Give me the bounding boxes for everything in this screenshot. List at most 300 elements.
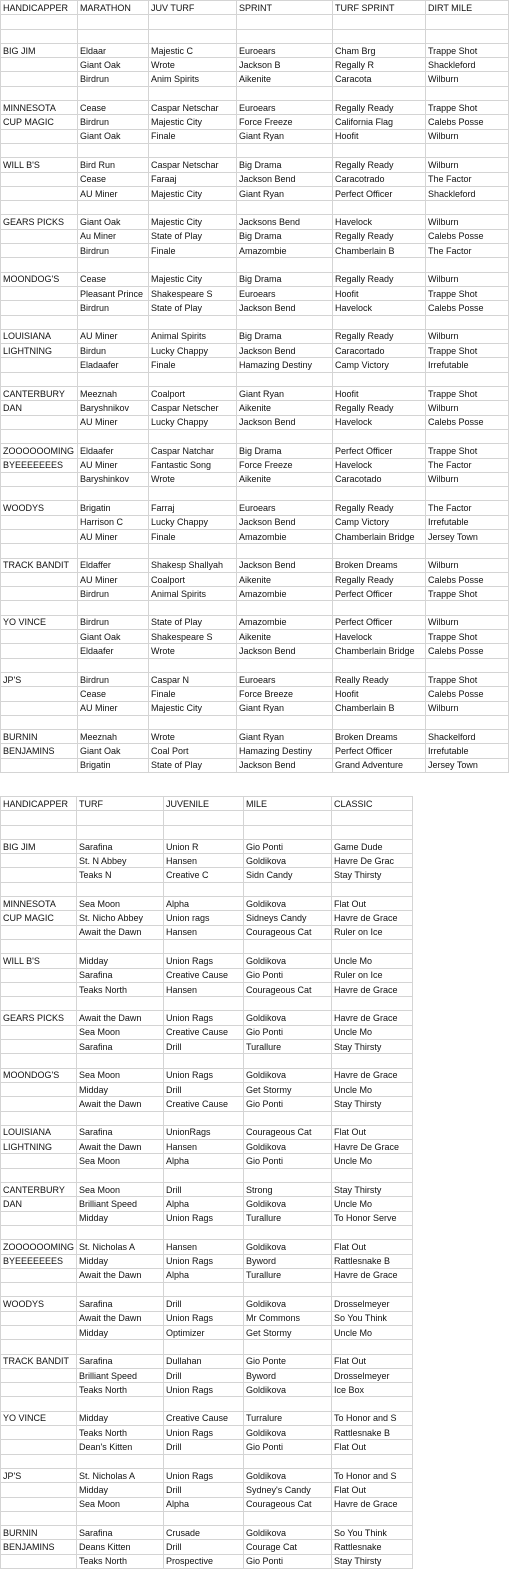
handicapper-cell[interactable] bbox=[1, 630, 78, 644]
pick-cell[interactable]: Grand Adventure bbox=[333, 758, 426, 772]
handicapper-cell[interactable] bbox=[1, 758, 78, 772]
pick-cell[interactable] bbox=[237, 15, 333, 29]
pick-cell[interactable]: Caspar Netscher bbox=[149, 401, 237, 415]
pick-cell[interactable] bbox=[426, 86, 509, 100]
pick-cell[interactable] bbox=[332, 811, 413, 825]
pick-cell[interactable]: Union R bbox=[164, 839, 244, 853]
pick-cell[interactable]: Flat Out bbox=[332, 1240, 413, 1254]
pick-cell[interactable]: Havre de Grace bbox=[332, 1011, 413, 1025]
pick-cell[interactable] bbox=[332, 1111, 413, 1125]
pick-cell[interactable] bbox=[333, 601, 426, 615]
pick-cell[interactable]: Courageous Cat bbox=[244, 1125, 332, 1139]
pick-cell[interactable] bbox=[77, 811, 164, 825]
handicapper-cell[interactable] bbox=[1, 587, 78, 601]
pick-cell[interactable]: Birdrun bbox=[78, 72, 149, 86]
pick-cell[interactable]: Aikenite bbox=[237, 401, 333, 415]
pick-cell[interactable]: Game Dude bbox=[332, 839, 413, 853]
pick-cell[interactable]: The Factor bbox=[426, 458, 509, 472]
handicapper-cell[interactable] bbox=[1, 1054, 77, 1068]
pick-cell[interactable]: Cease bbox=[78, 172, 149, 186]
pick-cell[interactable] bbox=[244, 1283, 332, 1297]
pick-cell[interactable]: Force Freeze bbox=[237, 115, 333, 129]
pick-cell[interactable]: Midday bbox=[77, 1411, 164, 1425]
pick-cell[interactable] bbox=[164, 825, 244, 839]
pick-cell[interactable] bbox=[426, 315, 509, 329]
pick-cell[interactable]: Bird Run bbox=[78, 158, 149, 172]
pick-cell[interactable]: Perfect Officer bbox=[333, 444, 426, 458]
handicapper-cell[interactable]: BYEEEEEEES bbox=[1, 1254, 77, 1268]
pick-cell[interactable]: Shakesp Shallyah bbox=[149, 558, 237, 572]
pick-cell[interactable]: Majestic C bbox=[149, 43, 237, 57]
pick-cell[interactable]: Amazombie bbox=[237, 529, 333, 543]
pick-cell[interactable]: Havre De Grac bbox=[332, 854, 413, 868]
pick-cell[interactable]: Goldikova bbox=[244, 1197, 332, 1211]
handicapper-cell[interactable]: YO VINCE bbox=[1, 1411, 77, 1425]
handicapper-cell[interactable] bbox=[1, 1082, 77, 1096]
column-header[interactable]: TURF SPRINT bbox=[333, 1, 426, 15]
pick-cell[interactable]: Wilburn bbox=[426, 401, 509, 415]
pick-cell[interactable] bbox=[237, 487, 333, 501]
pick-cell[interactable]: Goldikova bbox=[244, 1426, 332, 1440]
pick-cell[interactable] bbox=[244, 1454, 332, 1468]
pick-cell[interactable]: Sea Moon bbox=[77, 1068, 164, 1082]
pick-cell[interactable]: Stay Thirsty bbox=[332, 868, 413, 882]
pick-cell[interactable]: Drill bbox=[164, 1040, 244, 1054]
pick-cell[interactable]: Await the Dawn bbox=[77, 1140, 164, 1154]
pick-cell[interactable]: Uncle Mo bbox=[332, 1154, 413, 1168]
handicapper-cell[interactable] bbox=[1, 1283, 77, 1297]
pick-cell[interactable]: Hansen bbox=[164, 854, 244, 868]
handicapper-cell[interactable] bbox=[1, 811, 77, 825]
pick-cell[interactable] bbox=[164, 1283, 244, 1297]
pick-cell[interactable] bbox=[164, 1454, 244, 1468]
pick-cell[interactable]: Trappe Shot bbox=[426, 101, 509, 115]
pick-cell[interactable]: Union Rags bbox=[164, 1311, 244, 1325]
pick-cell[interactable]: Cham Brg bbox=[333, 43, 426, 57]
pick-cell[interactable]: Flat Out bbox=[332, 1483, 413, 1497]
pick-cell[interactable]: Byword bbox=[244, 1254, 332, 1268]
handicapper-cell[interactable] bbox=[1, 515, 78, 529]
pick-cell[interactable]: Sarafina bbox=[77, 1297, 164, 1311]
pick-cell[interactable]: Eldaar bbox=[78, 43, 149, 57]
handicapper-cell[interactable] bbox=[1, 315, 78, 329]
pick-cell[interactable] bbox=[333, 315, 426, 329]
pick-cell[interactable]: AU Miner bbox=[78, 186, 149, 200]
pick-cell[interactable]: Havelock bbox=[333, 415, 426, 429]
pick-cell[interactable]: State of Play bbox=[149, 301, 237, 315]
pick-cell[interactable]: Trappe Shot bbox=[426, 387, 509, 401]
pick-cell[interactable]: Chamberlain Bridge bbox=[333, 529, 426, 543]
pick-cell[interactable]: Uncle Mo bbox=[332, 1082, 413, 1096]
pick-cell[interactable]: Drill bbox=[164, 1540, 244, 1554]
handicapper-cell[interactable] bbox=[1, 1554, 77, 1568]
pick-cell[interactable]: Creative Cause bbox=[164, 1411, 244, 1425]
pick-cell[interactable]: Caspar Netschar bbox=[149, 101, 237, 115]
pick-cell[interactable]: Wilburn bbox=[426, 272, 509, 286]
pick-cell[interactable]: State of Play bbox=[149, 229, 237, 243]
handicapper-cell[interactable] bbox=[1, 429, 78, 443]
handicapper-cell[interactable]: DAN bbox=[1, 401, 78, 415]
handicapper-cell[interactable]: BURNIN bbox=[1, 730, 78, 744]
pick-cell[interactable] bbox=[244, 811, 332, 825]
pick-cell[interactable]: Eldaafer bbox=[78, 444, 149, 458]
column-header[interactable]: HANDICAPPER bbox=[1, 1, 78, 15]
pick-cell[interactable]: Brigatin bbox=[78, 501, 149, 515]
pick-cell[interactable] bbox=[78, 372, 149, 386]
pick-cell[interactable]: Flat Out bbox=[332, 1354, 413, 1368]
pick-cell[interactable]: Calebs Posse bbox=[426, 572, 509, 586]
handicapper-cell[interactable] bbox=[1, 644, 78, 658]
pick-cell[interactable]: Teaks North bbox=[77, 982, 164, 996]
pick-cell[interactable] bbox=[78, 29, 149, 43]
pick-cell[interactable]: Midday bbox=[77, 954, 164, 968]
pick-cell[interactable]: Turallure bbox=[244, 1211, 332, 1225]
pick-cell[interactable]: Calebs Posse bbox=[426, 415, 509, 429]
pick-cell[interactable] bbox=[164, 1054, 244, 1068]
pick-cell[interactable] bbox=[149, 201, 237, 215]
pick-cell[interactable]: Midday bbox=[77, 1325, 164, 1339]
pick-cell[interactable]: Creative Cause bbox=[164, 1097, 244, 1111]
pick-cell[interactable] bbox=[426, 372, 509, 386]
pick-cell[interactable]: Courageous Cat bbox=[244, 982, 332, 996]
pick-cell[interactable] bbox=[237, 372, 333, 386]
handicapper-cell[interactable] bbox=[1, 358, 78, 372]
pick-cell[interactable] bbox=[244, 1054, 332, 1068]
pick-cell[interactable]: Eldaafer bbox=[78, 644, 149, 658]
pick-cell[interactable]: Meeznah bbox=[78, 387, 149, 401]
pick-cell[interactable]: Trappe Shot bbox=[426, 587, 509, 601]
pick-cell[interactable] bbox=[426, 29, 509, 43]
pick-cell[interactable]: Hansen bbox=[164, 1140, 244, 1154]
pick-cell[interactable]: Cease bbox=[78, 272, 149, 286]
pick-cell[interactable]: Drill bbox=[164, 1297, 244, 1311]
pick-cell[interactable]: Midday bbox=[77, 1211, 164, 1225]
pick-cell[interactable] bbox=[332, 997, 413, 1011]
pick-cell[interactable]: Perfect Officer bbox=[333, 744, 426, 758]
handicapper-cell[interactable]: JP'S bbox=[1, 1468, 77, 1482]
handicapper-cell[interactable] bbox=[1, 244, 78, 258]
pick-cell[interactable]: Goldikova bbox=[244, 897, 332, 911]
pick-cell[interactable]: Gio Ponti bbox=[244, 839, 332, 853]
pick-cell[interactable]: Giant Ryan bbox=[237, 186, 333, 200]
handicapper-cell[interactable] bbox=[1, 1225, 77, 1239]
pick-cell[interactable] bbox=[164, 1168, 244, 1182]
pick-cell[interactable]: Birdrun bbox=[78, 244, 149, 258]
pick-cell[interactable]: Jackson B bbox=[237, 58, 333, 72]
handicapper-cell[interactable] bbox=[1, 701, 78, 715]
handicapper-cell[interactable] bbox=[1, 658, 78, 672]
pick-cell[interactable]: Finale bbox=[149, 687, 237, 701]
handicapper-cell[interactable] bbox=[1, 572, 78, 586]
pick-cell[interactable]: Eladaafer bbox=[78, 358, 149, 372]
pick-cell[interactable] bbox=[244, 1397, 332, 1411]
pick-cell[interactable] bbox=[332, 1397, 413, 1411]
pick-cell[interactable]: Await the Dawn bbox=[77, 925, 164, 939]
handicapper-cell[interactable]: LIGHTNING bbox=[1, 344, 78, 358]
pick-cell[interactable]: Caracota bbox=[333, 72, 426, 86]
pick-cell[interactable]: AU Miner bbox=[78, 529, 149, 543]
pick-cell[interactable]: St. Nicholas A bbox=[77, 1240, 164, 1254]
handicapper-cell[interactable]: WOODYS bbox=[1, 501, 78, 515]
pick-cell[interactable]: Cease bbox=[78, 687, 149, 701]
handicapper-cell[interactable]: LOUISIANA bbox=[1, 1125, 77, 1139]
pick-cell[interactable] bbox=[333, 29, 426, 43]
pick-cell[interactable]: Camp Victory bbox=[333, 358, 426, 372]
pick-cell[interactable]: Havre de Grace bbox=[332, 1497, 413, 1511]
pick-cell[interactable]: Sarafina bbox=[77, 968, 164, 982]
pick-cell[interactable]: Stay Thirsty bbox=[332, 1183, 413, 1197]
pick-cell[interactable]: Havre de Grace bbox=[332, 1268, 413, 1282]
pick-cell[interactable]: Union Rags bbox=[164, 1468, 244, 1482]
pick-cell[interactable]: California Flag bbox=[333, 115, 426, 129]
pick-cell[interactable] bbox=[333, 429, 426, 443]
pick-cell[interactable] bbox=[426, 258, 509, 272]
pick-cell[interactable] bbox=[78, 487, 149, 501]
pick-cell[interactable]: Sidneys Candy bbox=[244, 911, 332, 925]
pick-cell[interactable] bbox=[333, 86, 426, 100]
pick-cell[interactable]: Giant Ryan bbox=[237, 730, 333, 744]
handicapper-cell[interactable] bbox=[1, 601, 78, 615]
pick-cell[interactable] bbox=[78, 86, 149, 100]
handicapper-cell[interactable] bbox=[1, 1111, 77, 1125]
handicapper-cell[interactable]: GEARS PICKS bbox=[1, 215, 78, 229]
pick-cell[interactable]: AU Miner bbox=[78, 701, 149, 715]
pick-cell[interactable]: Birdrun bbox=[78, 615, 149, 629]
pick-cell[interactable]: Giant Ryan bbox=[237, 701, 333, 715]
pick-cell[interactable] bbox=[237, 86, 333, 100]
pick-cell[interactable]: Midday bbox=[77, 1483, 164, 1497]
pick-cell[interactable]: Birdrun bbox=[78, 672, 149, 686]
pick-cell[interactable]: Regally Ready bbox=[333, 572, 426, 586]
pick-cell[interactable]: Caracotrado bbox=[333, 172, 426, 186]
pick-cell[interactable] bbox=[237, 544, 333, 558]
handicapper-cell[interactable] bbox=[1, 529, 78, 543]
pick-cell[interactable]: Gio Ponti bbox=[244, 1440, 332, 1454]
pick-cell[interactable]: Sydney's Candy bbox=[244, 1483, 332, 1497]
pick-cell[interactable]: Coal Port bbox=[149, 744, 237, 758]
pick-cell[interactable]: Jersey Town bbox=[426, 529, 509, 543]
pick-cell[interactable]: Drill bbox=[164, 1440, 244, 1454]
pick-cell[interactable] bbox=[333, 658, 426, 672]
pick-cell[interactable]: Giant Oak bbox=[78, 129, 149, 143]
pick-cell[interactable]: Birdrun bbox=[78, 587, 149, 601]
pick-cell[interactable]: So You Think bbox=[332, 1311, 413, 1325]
pick-cell[interactable]: Havelock bbox=[333, 301, 426, 315]
pick-cell[interactable]: Finale bbox=[149, 358, 237, 372]
pick-cell[interactable]: Jackson Bend bbox=[237, 644, 333, 658]
pick-cell[interactable]: Jackson Bend bbox=[237, 415, 333, 429]
handicapper-cell[interactable] bbox=[1, 854, 77, 868]
pick-cell[interactable]: Big Drama bbox=[237, 272, 333, 286]
pick-cell[interactable]: To Honor Serve bbox=[332, 1211, 413, 1225]
pick-cell[interactable] bbox=[164, 997, 244, 1011]
pick-cell[interactable] bbox=[77, 1511, 164, 1525]
pick-cell[interactable]: Giant Ryan bbox=[237, 387, 333, 401]
pick-cell[interactable]: Amazombie bbox=[237, 244, 333, 258]
pick-cell[interactable] bbox=[426, 544, 509, 558]
pick-cell[interactable]: Birdun bbox=[78, 344, 149, 358]
pick-cell[interactable]: Regally Ready bbox=[333, 329, 426, 343]
pick-cell[interactable] bbox=[244, 1111, 332, 1125]
pick-cell[interactable] bbox=[77, 1054, 164, 1068]
pick-cell[interactable]: Ice Box bbox=[332, 1383, 413, 1397]
pick-cell[interactable]: Animal Spirits bbox=[149, 329, 237, 343]
handicapper-cell[interactable] bbox=[1, 1154, 77, 1168]
pick-cell[interactable]: Aikenite bbox=[237, 72, 333, 86]
pick-cell[interactable] bbox=[237, 258, 333, 272]
pick-cell[interactable] bbox=[244, 939, 332, 953]
pick-cell[interactable] bbox=[77, 939, 164, 953]
pick-cell[interactable]: Ruler on Ice bbox=[332, 968, 413, 982]
pick-cell[interactable]: Majestic City bbox=[149, 186, 237, 200]
handicapper-cell[interactable]: WOODYS bbox=[1, 1297, 77, 1311]
pick-cell[interactable] bbox=[78, 201, 149, 215]
pick-cell[interactable] bbox=[164, 1225, 244, 1239]
pick-cell[interactable]: Wilburn bbox=[426, 558, 509, 572]
pick-cell[interactable] bbox=[332, 825, 413, 839]
pick-cell[interactable] bbox=[244, 1225, 332, 1239]
column-header[interactable]: MILE bbox=[244, 797, 332, 811]
pick-cell[interactable] bbox=[237, 315, 333, 329]
pick-cell[interactable]: Shakespeare S bbox=[149, 630, 237, 644]
pick-cell[interactable]: Caracotado bbox=[333, 472, 426, 486]
pick-cell[interactable]: Rattlesnake B bbox=[332, 1426, 413, 1440]
column-header[interactable]: HANDICAPPER bbox=[1, 797, 77, 811]
pick-cell[interactable] bbox=[149, 372, 237, 386]
pick-cell[interactable]: Alpha bbox=[164, 1154, 244, 1168]
pick-cell[interactable]: Drill bbox=[164, 1082, 244, 1096]
pick-cell[interactable]: Euroears bbox=[237, 501, 333, 515]
pick-cell[interactable]: Trappe Shot bbox=[426, 286, 509, 300]
pick-cell[interactable]: Await the Dawn bbox=[77, 1311, 164, 1325]
pick-cell[interactable]: Deans Kitten bbox=[77, 1540, 164, 1554]
handicapper-cell[interactable]: GEARS PICKS bbox=[1, 1011, 77, 1025]
column-header[interactable]: DIRT MILE bbox=[426, 1, 509, 15]
handicapper-cell[interactable] bbox=[1, 687, 78, 701]
pick-cell[interactable]: Trappe Shot bbox=[426, 43, 509, 57]
pick-cell[interactable]: Brilliant Speed bbox=[77, 1197, 164, 1211]
pick-cell[interactable]: Eldaffer bbox=[78, 558, 149, 572]
pick-cell[interactable] bbox=[149, 658, 237, 672]
pick-cell[interactable]: Await the Dawn bbox=[77, 1268, 164, 1282]
pick-cell[interactable]: Euroears bbox=[237, 43, 333, 57]
handicapper-cell[interactable] bbox=[1, 86, 78, 100]
pick-cell[interactable]: Wilburn bbox=[426, 615, 509, 629]
pick-cell[interactable]: Coalport bbox=[149, 387, 237, 401]
pick-cell[interactable]: Finale bbox=[149, 529, 237, 543]
pick-cell[interactable]: Drosselmeyer bbox=[332, 1368, 413, 1382]
handicapper-cell[interactable]: WILL B'S bbox=[1, 158, 78, 172]
pick-cell[interactable]: Farraj bbox=[149, 501, 237, 515]
handicapper-cell[interactable] bbox=[1, 544, 78, 558]
pick-cell[interactable]: Jackson Bend bbox=[237, 301, 333, 315]
handicapper-cell[interactable] bbox=[1, 1397, 77, 1411]
pick-cell[interactable]: Teaks North bbox=[77, 1554, 164, 1568]
pick-cell[interactable] bbox=[332, 1454, 413, 1468]
handicapper-cell[interactable] bbox=[1, 1268, 77, 1282]
handicapper-cell[interactable]: TRACK BANDIT bbox=[1, 1354, 77, 1368]
pick-cell[interactable]: Goldikova bbox=[244, 1526, 332, 1540]
handicapper-cell[interactable] bbox=[1, 1311, 77, 1325]
pick-cell[interactable]: Courageous Cat bbox=[244, 925, 332, 939]
handicapper-cell[interactable] bbox=[1, 715, 78, 729]
pick-cell[interactable]: Sea Moon bbox=[77, 1154, 164, 1168]
handicapper-cell[interactable]: BENJAMINS bbox=[1, 1540, 77, 1554]
pick-cell[interactable]: Turallure bbox=[244, 1040, 332, 1054]
pick-cell[interactable]: Sidn Candy bbox=[244, 868, 332, 882]
pick-cell[interactable]: Big Drama bbox=[237, 444, 333, 458]
column-header[interactable]: TURF bbox=[77, 797, 164, 811]
pick-cell[interactable] bbox=[164, 1511, 244, 1525]
handicapper-cell[interactable] bbox=[1, 1168, 77, 1182]
handicapper-cell[interactable] bbox=[1, 939, 77, 953]
handicapper-cell[interactable] bbox=[1, 1511, 77, 1525]
pick-cell[interactable]: Lucky Chappy bbox=[149, 515, 237, 529]
handicapper-cell[interactable]: CUP MAGIC bbox=[1, 115, 78, 129]
pick-cell[interactable]: Havre de Grace bbox=[332, 982, 413, 996]
pick-cell[interactable]: Courage Cat bbox=[244, 1540, 332, 1554]
pick-cell[interactable]: Chamberlain B bbox=[333, 701, 426, 715]
handicapper-cell[interactable] bbox=[1, 286, 78, 300]
pick-cell[interactable]: Wrote bbox=[149, 730, 237, 744]
pick-cell[interactable]: Optimizer bbox=[164, 1325, 244, 1339]
pick-cell[interactable]: Crusade bbox=[164, 1526, 244, 1540]
pick-cell[interactable]: Jackson Bend bbox=[237, 344, 333, 358]
pick-cell[interactable]: Uncle Mo bbox=[332, 1325, 413, 1339]
pick-cell[interactable]: Caspar Natchar bbox=[149, 444, 237, 458]
pick-cell[interactable] bbox=[244, 825, 332, 839]
pick-cell[interactable]: Force Freeze bbox=[237, 458, 333, 472]
pick-cell[interactable]: Union Rags bbox=[164, 1068, 244, 1082]
pick-cell[interactable]: Teaks North bbox=[77, 1426, 164, 1440]
pick-cell[interactable] bbox=[237, 715, 333, 729]
pick-cell[interactable]: Goldikova bbox=[244, 1240, 332, 1254]
handicapper-cell[interactable] bbox=[1, 58, 78, 72]
pick-cell[interactable] bbox=[77, 1454, 164, 1468]
handicapper-cell[interactable]: ZOOOOOOMING bbox=[1, 444, 78, 458]
pick-cell[interactable]: Calebs Posse bbox=[426, 301, 509, 315]
pick-cell[interactable]: Baryshnikov bbox=[78, 401, 149, 415]
pick-cell[interactable]: Trappe Shot bbox=[426, 672, 509, 686]
handicapper-cell[interactable]: CANTERBURY bbox=[1, 1183, 77, 1197]
pick-cell[interactable] bbox=[78, 258, 149, 272]
pick-cell[interactable]: Big Drama bbox=[237, 158, 333, 172]
pick-cell[interactable] bbox=[77, 825, 164, 839]
pick-cell[interactable]: Gio Ponti bbox=[244, 1097, 332, 1111]
pick-cell[interactable]: St. Nicho Abbey bbox=[77, 911, 164, 925]
pick-cell[interactable]: Aikenite bbox=[237, 472, 333, 486]
pick-cell[interactable]: Uncle Mo bbox=[332, 1025, 413, 1039]
pick-cell[interactable]: Giant Oak bbox=[78, 744, 149, 758]
pick-cell[interactable]: Aikenite bbox=[237, 630, 333, 644]
pick-cell[interactable]: Finale bbox=[149, 129, 237, 143]
handicapper-cell[interactable] bbox=[1, 1368, 77, 1382]
pick-cell[interactable]: Perfect Officer bbox=[333, 186, 426, 200]
pick-cell[interactable]: To Honor and S bbox=[332, 1468, 413, 1482]
pick-cell[interactable] bbox=[332, 1283, 413, 1297]
pick-cell[interactable]: Hansen bbox=[164, 1240, 244, 1254]
handicapper-cell[interactable] bbox=[1, 1440, 77, 1454]
pick-cell[interactable]: Gio Ponte bbox=[244, 1354, 332, 1368]
handicapper-cell[interactable] bbox=[1, 15, 78, 29]
pick-cell[interactable]: Baryshinkov bbox=[78, 472, 149, 486]
pick-cell[interactable]: Regally Ready bbox=[333, 501, 426, 515]
pick-cell[interactable]: Havelock bbox=[333, 630, 426, 644]
pick-cell[interactable] bbox=[164, 1111, 244, 1125]
pick-cell[interactable]: Faraaj bbox=[149, 172, 237, 186]
column-header[interactable]: MARATHON bbox=[78, 1, 149, 15]
pick-cell[interactable] bbox=[237, 429, 333, 443]
